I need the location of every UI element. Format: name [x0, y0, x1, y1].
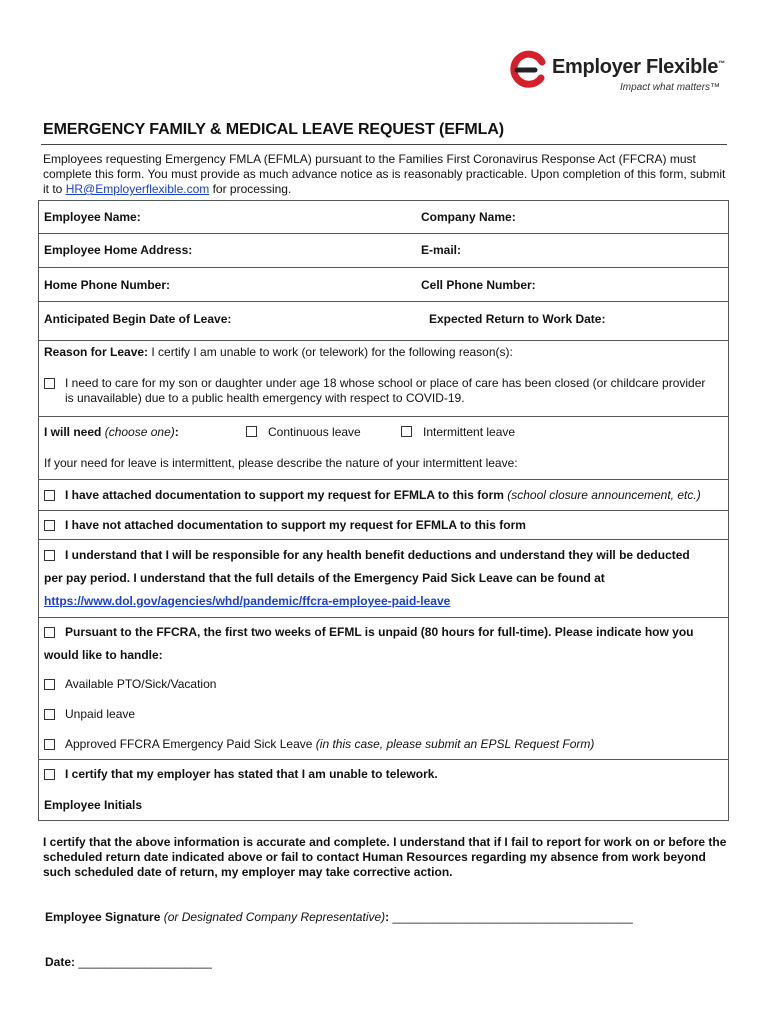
intermittent-leave-label: Intermittent leave	[423, 425, 516, 439]
divider	[39, 479, 728, 480]
name-row	[39, 201, 728, 233]
unpaid-option-checkbox[interactable]	[44, 709, 55, 720]
employee-info-grid	[38, 200, 729, 340]
benefits-line1: I understand that I will be responsible for any health benefit deductions and understand they will be deducted	[65, 548, 690, 562]
intermittent-description-label: If your need for leave is intermittent, please describe the nature of your intermittent leave:	[44, 456, 518, 470]
divider	[39, 539, 728, 540]
leave-details-section	[38, 340, 729, 821]
epsl-option-label: Approved FFCRA Emergency Paid Sick Leave (in this case, please submit an EPSL Request Form)	[65, 737, 595, 751]
return-date-field[interactable]: Expected Return to Work Date:	[429, 312, 606, 326]
company-name-field[interactable]: Company Name:	[421, 210, 516, 224]
docs-attached-label: I have attached documentation to support my request for EFMLA to this form (school closure announcement, etc.)	[65, 488, 701, 502]
continuous-leave-label: Continuous leave	[268, 425, 361, 439]
unpaid-option-label: Unpaid leave	[65, 707, 136, 721]
hr-email-link[interactable]: HR@Employerflexible.com	[65, 182, 210, 196]
unpaid-weeks-line1: Pursuant to the FFCRA, the first two weeks of EFML is unpaid (80 hours for full-time). Please indicate how you	[65, 625, 694, 639]
employee-initials-field[interactable]: Employee Initials	[44, 798, 143, 812]
logo-name: Employer Flexible™	[552, 56, 725, 78]
begin-date-field[interactable]: Anticipated Begin Date of Leave:	[44, 312, 232, 326]
reason-for-leave: Reason for Leave: I certify I am unable to work (or telework) for the following reason(s):	[44, 345, 513, 359]
title-divider	[41, 144, 727, 145]
phone-row	[39, 267, 728, 302]
divider	[39, 759, 728, 760]
docs-not-attached-checkbox[interactable]	[44, 520, 55, 531]
employee-signature-field[interactable]: Employee Signature (or Designated Company Representative): ____________________________________	[45, 910, 633, 924]
benefits-line2: per pay period. I understand that the full details of the Emergency Paid Sick Leave can be found at	[44, 571, 605, 585]
date-field[interactable]: Date: ____________________	[45, 955, 212, 969]
cell-phone-field[interactable]: Cell Phone Number:	[421, 278, 536, 292]
benefits-checkbox[interactable]	[44, 550, 55, 561]
email-field[interactable]: E-mail:	[421, 243, 462, 257]
certification-statement: I certify that the above information is accurate and complete. I understand that if I fail to report for work on or before the scheduled return date indicated above or fail to contact Human Resources regarding my absence from work beyond such scheduled date of return, my employer may take corrective action.	[43, 835, 727, 879]
intro-paragraph: Employees requesting Emergency FMLA (EFMLA) pursuant to the Families First Coronavirus Response Act (FFCRA) must complete this form. You must provide as much advance notice as is reasonably practicable. Upon completion of this form, submit it to HR@Employerflexible.com for processing.	[43, 152, 726, 196]
employee-name-field[interactable]: Employee Name:	[44, 210, 141, 224]
care-reason-line1: I need to care for my son or daughter under age 18 whose school or place of care has been closed (or childcare provider	[65, 376, 706, 390]
divider	[39, 617, 728, 618]
epsl-option-checkbox[interactable]	[44, 739, 55, 750]
employer-flexible-logo	[508, 50, 730, 96]
care-reason-line2: is unavailable) due to a public health emergency with respect to COVID-19.	[65, 391, 465, 405]
pto-option-label: Available PTO/Sick/Vacation	[65, 677, 217, 691]
dol-paid-leave-link[interactable]: https://www.dol.gov/agencies/whd/pandemic/ffcra-employee-paid-leave	[44, 594, 451, 608]
pto-option-checkbox[interactable]	[44, 679, 55, 690]
telework-checkbox[interactable]	[44, 769, 55, 780]
address-row	[39, 233, 728, 268]
home-address-field[interactable]: Employee Home Address:	[44, 243, 193, 257]
divider	[39, 510, 728, 511]
page-title: EMERGENCY FAMILY & MEDICAL LEAVE REQUEST (EFMLA)	[43, 121, 505, 138]
need-label: I will need (choose one):	[44, 425, 179, 439]
dates-row	[39, 301, 728, 342]
telework-label: I certify that my employer has stated that I am unable to telework.	[65, 767, 438, 781]
home-phone-field[interactable]: Home Phone Number:	[44, 278, 171, 292]
logo-tagline: Impact what matters™	[620, 82, 721, 93]
unpaid-weeks-line2: would like to handle:	[44, 648, 163, 662]
unpaid-weeks-checkbox[interactable]	[44, 627, 55, 638]
docs-not-attached-label: I have not attached documentation to support my request for EFMLA to this form	[65, 518, 526, 532]
continuous-leave-checkbox[interactable]	[246, 426, 257, 437]
docs-attached-checkbox[interactable]	[44, 490, 55, 501]
divider	[39, 416, 728, 417]
care-reason-checkbox[interactable]	[44, 378, 55, 389]
intermittent-leave-checkbox[interactable]	[401, 426, 412, 437]
logo-mark-icon	[508, 50, 548, 90]
